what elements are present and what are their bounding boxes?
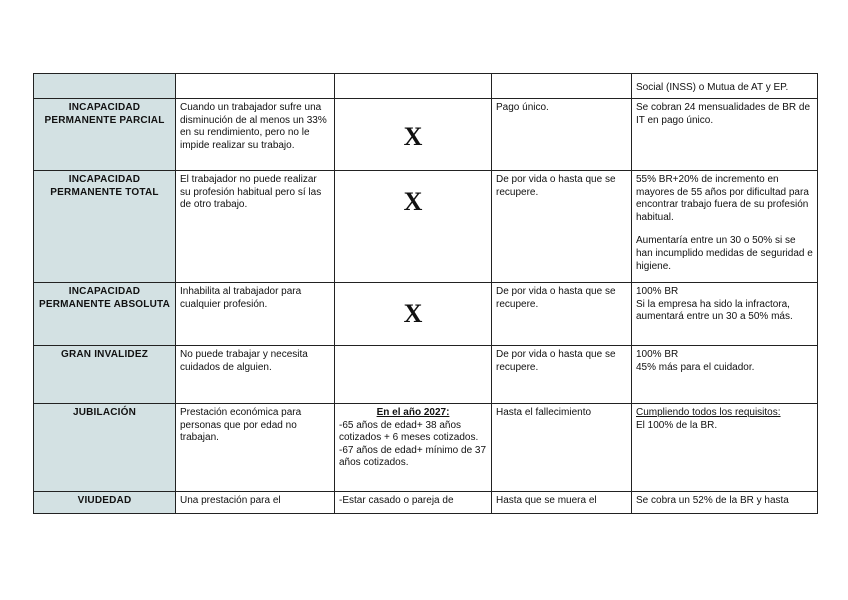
amount-cell (632, 346, 818, 404)
amount-extra-text: Aumentaría entre un 30 o 50% si se han incumplido medidas de seguridad e higiene. (636, 235, 813, 272)
row-header-cell (34, 171, 176, 283)
requirements-cell (335, 346, 492, 404)
description-cell (176, 171, 335, 283)
description-cell (176, 492, 335, 514)
amount-text: 100% BR (636, 349, 679, 360)
duration-text: Pago único. (496, 102, 549, 113)
table-row (34, 404, 818, 492)
requirements-cell (335, 171, 492, 283)
row-header-cell (34, 99, 176, 171)
requirements-text: -65 años de edad+ 38 años cotizados + 6 meses cotizados. (339, 419, 479, 444)
duration-text: De por vida o hasta que se recupere. (496, 349, 616, 373)
requirements-title: En el año 2027: (376, 407, 450, 418)
benefit-name: VIUDEDAD (77, 495, 132, 506)
requirements-cell (335, 492, 492, 514)
amount-text: 100% BR (636, 286, 679, 297)
row-header-cell (34, 346, 176, 404)
benefit-name: INCAPACIDAD PERMANENTE PARCIAL (44, 102, 165, 126)
description-cell (176, 74, 335, 99)
duration-cell (492, 283, 632, 346)
row-header-cell (34, 492, 176, 514)
amount-text: Se cobran 24 mensualidades de BR de IT en pago único. (636, 102, 811, 126)
benefits-table (33, 73, 818, 514)
duration-text: Hasta que se muera el (496, 495, 597, 506)
amount-cell (632, 492, 818, 514)
duration-text: Hasta el fallecimiento (496, 407, 592, 418)
description-text: No puede trabajar y necesita cuidados de alguien. (180, 349, 308, 373)
description-text: El trabajador no puede realizar su profesión habitual pero sí las de otro trabajo. (180, 174, 322, 211)
amount-cell (632, 99, 818, 171)
amount-text: Se cobra un 52% de la BR y hasta (636, 495, 789, 506)
description-cell (176, 404, 335, 492)
description-cell (176, 346, 335, 404)
amount-text: Social (INSS) o Mutua de AT y EP. (636, 82, 789, 94)
requirements-text: -Estar casado o pareja de (339, 495, 454, 506)
duration-cell (492, 99, 632, 171)
row-header-cell (34, 404, 176, 492)
requirements-cell (335, 404, 492, 492)
requirements-cell (335, 283, 492, 346)
benefit-name: INCAPACIDAD PERMANENTE TOTAL (50, 174, 159, 198)
requirements-x-mark: X (403, 187, 423, 216)
requirements-text: -67 años de edad+ mínimo de 37 años cotizados. (339, 444, 487, 469)
benefit-name: INCAPACIDAD PERMANENTE ABSOLUTA (38, 286, 171, 310)
description-text: Inhabilita al trabajador para cualquier profesión. (180, 286, 302, 310)
description-text: Una prestación para el (180, 495, 281, 506)
amount-extra-text: 45% más para el cuidador. (636, 361, 755, 373)
duration-cell (492, 74, 632, 99)
amount-text: 55% BR+20% de incremento en mayores de 55 años por dificultad para encontrar trabajo fuera de su profesión habitual. (636, 174, 809, 223)
amount-cell (632, 283, 818, 346)
duration-cell (492, 346, 632, 404)
benefit-name: JUBILACIÓN (72, 407, 137, 418)
description-cell (176, 99, 335, 171)
table-row (34, 171, 818, 283)
requirements-x-mark: X (403, 122, 423, 151)
amount-extra-text: Si la empresa ha sido la infractora, aumentará entre un 30 a 50% más. (636, 298, 793, 323)
description-text: Prestación económica para personas que por edad no trabajan. (180, 407, 302, 444)
row-header-cell (34, 283, 176, 346)
duration-cell (492, 404, 632, 492)
table-row (34, 492, 818, 514)
amount-cell (632, 404, 818, 492)
requirements-cell (335, 74, 492, 99)
table-row (34, 283, 818, 346)
duration-cell (492, 492, 632, 514)
duration-cell (492, 171, 632, 283)
description-cell (176, 283, 335, 346)
table-row (34, 346, 818, 404)
table-row (34, 74, 818, 99)
description-text: Cuando un trabajador sufre una disminución de al menos un 33% en su rendimiento, pero no le impide realizar su trabajo. (180, 102, 327, 151)
amount-cell (632, 74, 818, 99)
amount-title: Cumpliendo todos los requisitos: (636, 407, 781, 418)
duration-text: De por vida o hasta que se recupere. (496, 286, 616, 310)
requirements-x-mark: X (403, 299, 423, 328)
requirements-cell (335, 99, 492, 171)
duration-text: De por vida o hasta que se recupere. (496, 174, 616, 198)
amount-cell (632, 171, 818, 283)
amount-text: El 100% de la BR. (636, 419, 718, 431)
table-row (34, 99, 818, 171)
row-header-cell (34, 74, 176, 99)
benefit-name: GRAN INVALIDEZ (60, 349, 149, 360)
